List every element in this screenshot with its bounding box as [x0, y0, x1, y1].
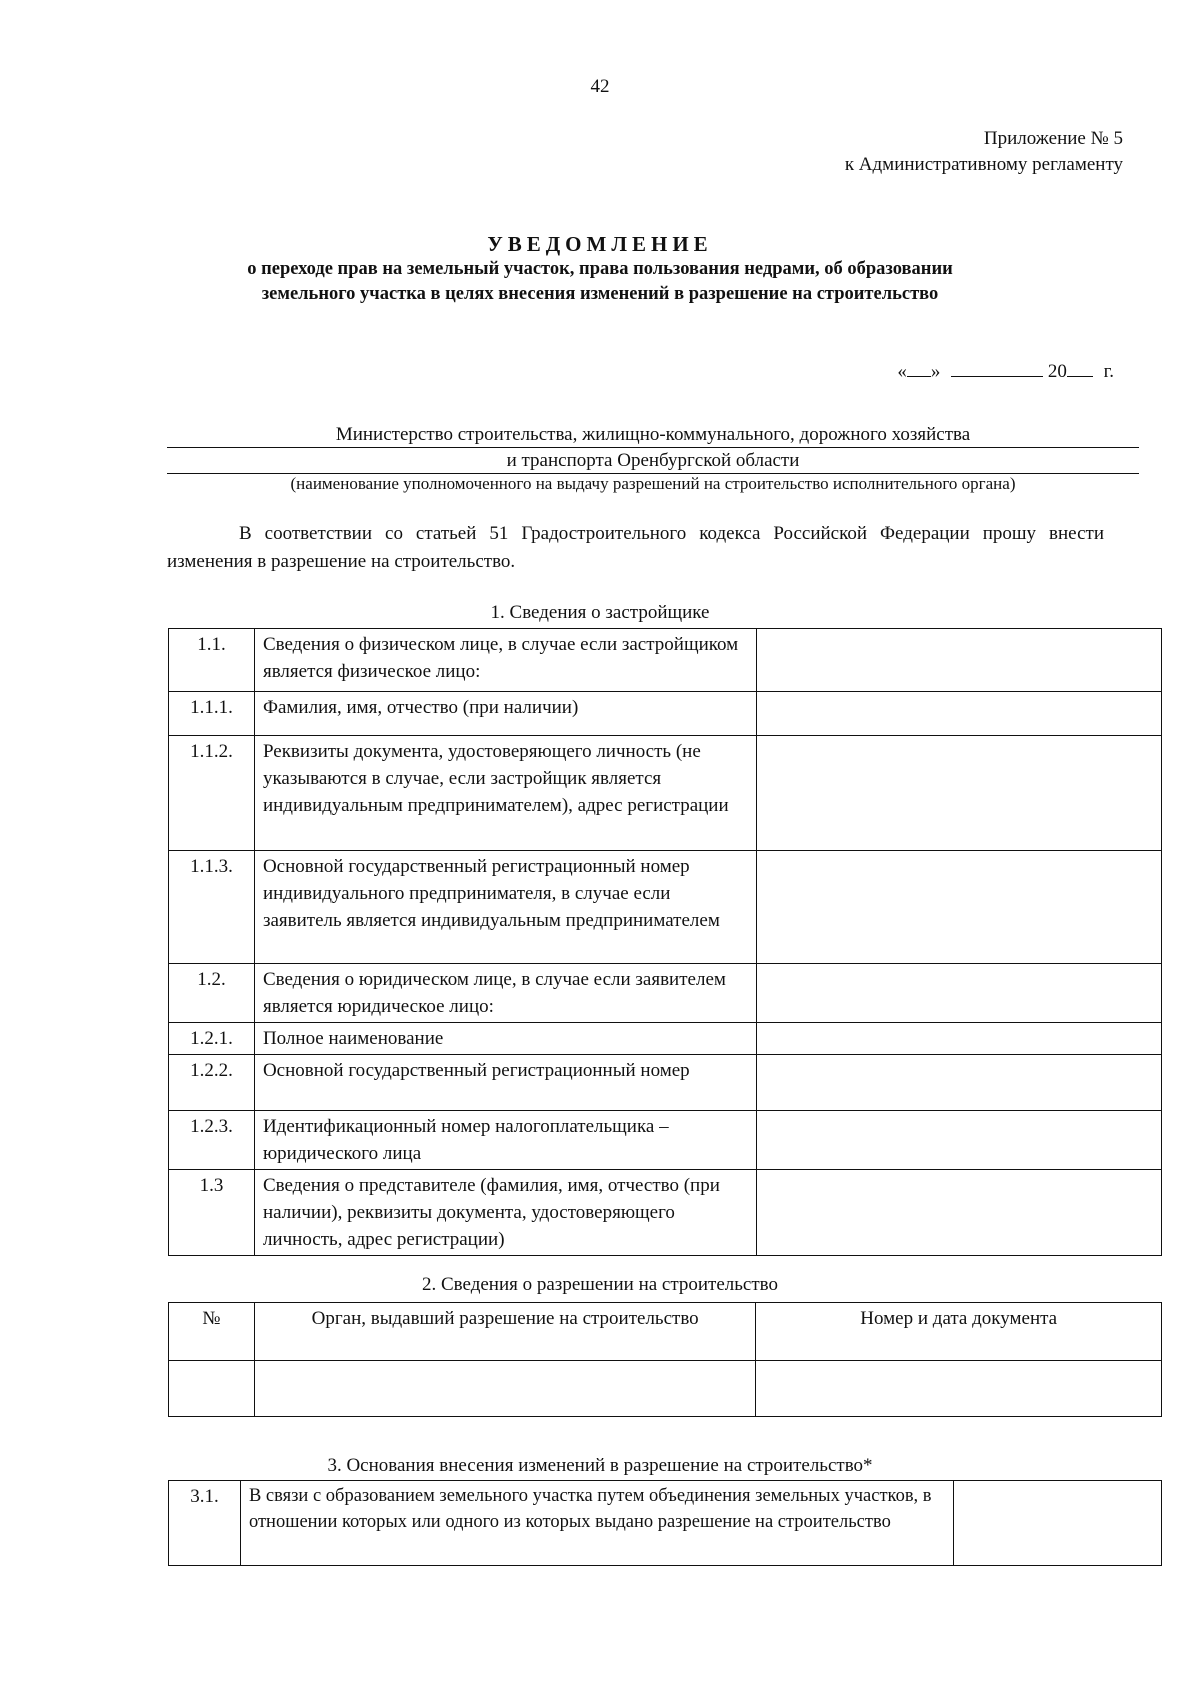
section-3-table [168, 1480, 1162, 1566]
row-number: 1.1. [169, 629, 255, 692]
row-value-field[interactable] [756, 851, 1161, 964]
row-number: 1.3 [169, 1170, 255, 1256]
table-row [169, 851, 1162, 964]
table-row [169, 692, 1162, 736]
row-value-field[interactable] [756, 964, 1161, 1023]
row-value-field[interactable] [756, 692, 1161, 736]
table-row [169, 1023, 1162, 1055]
row-number: 1.1.3. [169, 851, 255, 964]
row-label: Сведения о физическом лице, в случае если застройщиком является физическое лицо: [254, 629, 756, 692]
date-close-quote: » [930, 361, 941, 382]
row-label: Основной государственный регистрационный номер индивидуального предпринимателя, в случае если заявитель является индивидуальным предпринимателем [254, 851, 756, 964]
organization-caption: (наименование уполномоченного на выдачу разрешений на строительство исполнительного органа) [290, 474, 1016, 493]
row-label: Основной государственный регистрационный номер [254, 1055, 756, 1111]
day-blank[interactable] [907, 358, 931, 377]
row-label: Идентификационный номер налогоплательщика – юридического лица [254, 1111, 756, 1170]
row-number: 1.1.2. [169, 736, 255, 851]
row-number: 1.2.3. [169, 1111, 255, 1170]
appendix-line-1: Приложение № 5 [983, 128, 1123, 149]
row-label: Реквизиты документа, удостоверяющего личность (не указываются в случае, если застройщик является индивидуальным предпринимателем), адрес регистрации [254, 736, 756, 851]
year-prefix: 20 [1047, 361, 1067, 382]
document-number-date-field[interactable] [756, 1361, 1162, 1417]
header-issuing-authority: Орган, выдавший разрешение на строительство [254, 1303, 755, 1361]
organization-line-1: Министерство строительства, жилищно-коммунального, дорожного хозяйства [167, 422, 1139, 448]
table-row [169, 1170, 1162, 1256]
table-row [169, 964, 1162, 1023]
appendix-reference [845, 126, 1123, 178]
header-document-number-date: Номер и дата документа [756, 1303, 1162, 1361]
subtitle-line-1: о переходе прав на земельный участок, права пользования недрами, об образовании [247, 259, 953, 279]
row-number: 3.1. [169, 1481, 241, 1566]
row-label: Сведения о представителе (фамилия, имя, отчество (при наличии), реквизиты документа, удостоверяющего личность, адрес регистрации) [254, 1170, 756, 1256]
row-number: 1.2. [169, 964, 255, 1023]
page-number: 42 [590, 76, 610, 97]
section-3-title: 3. Основания внесения изменений в разрешение на строительство* [327, 1455, 873, 1476]
subtitle-line-2: земельного участка в целях внесения изменений в разрешение на строительство [261, 284, 939, 304]
row-value-field[interactable] [954, 1481, 1162, 1566]
date-open-quote: « [897, 361, 907, 382]
intro-paragraph [167, 520, 1104, 576]
row-number: 1.2.2. [169, 1055, 255, 1111]
table-row [169, 736, 1162, 851]
row-number: 1.1.1. [169, 692, 255, 736]
section-1-table [168, 628, 1162, 1256]
table-row [169, 1055, 1162, 1111]
year-blank[interactable] [1067, 358, 1093, 377]
table-header-row [169, 1303, 1162, 1361]
row-label: В связи с образованием земельного участка путем объединения земельных участков, в отношении которых или одного из которых выдано разрешение на строительство [240, 1481, 953, 1566]
organization-line-2: и транспорта Оренбургской области [167, 448, 1139, 474]
table-row [169, 629, 1162, 692]
table-row [169, 1111, 1162, 1170]
row-value-field[interactable] [756, 1170, 1161, 1256]
document-subtitle [150, 257, 1050, 307]
row-value-field[interactable] [756, 1111, 1161, 1170]
section-2-title: 2. Сведения о разрешении на строительство [421, 1274, 779, 1295]
row-number: 1.2.1. [169, 1023, 255, 1055]
row-value-field[interactable] [756, 1023, 1161, 1055]
date-line [897, 358, 1114, 383]
intro-text: В соответствии со статьей 51 Градостроительного кодекса Российской Федерации прошу внести изменения в разрешение на строительство. [167, 523, 1104, 572]
row-number-field[interactable] [169, 1361, 255, 1417]
header-number: № [169, 1303, 255, 1361]
row-value-field[interactable] [756, 1055, 1161, 1111]
row-value-field[interactable] [756, 736, 1161, 851]
section-2-table [168, 1302, 1162, 1417]
year-suffix: г. [1103, 361, 1114, 382]
table-row [169, 1361, 1162, 1417]
section-1-title: 1. Сведения о застройщике [490, 602, 710, 623]
row-label: Полное наименование [254, 1023, 756, 1055]
row-label: Сведения о юридическом лице, в случае если заявителем является юридическое лицо: [254, 964, 756, 1023]
row-label: Фамилия, имя, отчество (при наличии) [254, 692, 756, 736]
appendix-line-2: к Административному регламенту [844, 154, 1123, 175]
document-title: УВЕДОМЛЕНИЕ [487, 232, 713, 256]
issuing-authority-field[interactable] [254, 1361, 755, 1417]
row-value-field[interactable] [756, 629, 1161, 692]
month-blank[interactable] [951, 358, 1043, 377]
table-row [169, 1481, 1162, 1566]
